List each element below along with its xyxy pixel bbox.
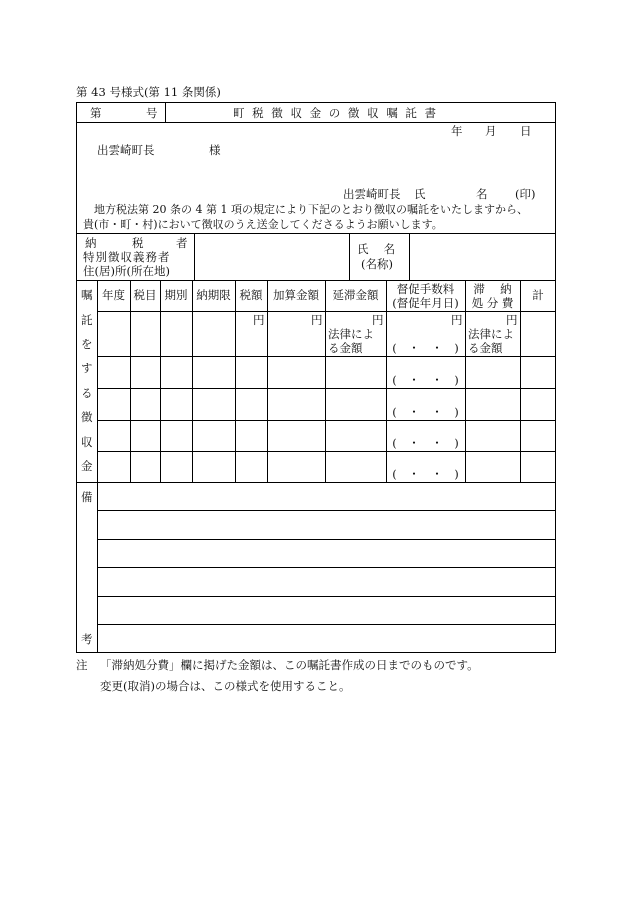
rule-row4 — [97, 451, 556, 452]
col-header-nokigen: 納期限 — [196, 288, 231, 302]
body-text-line2: 貴(市・町・村)において徴収のうえ送金してくださるようお願いします。 — [83, 218, 443, 231]
date-day: 日 — [520, 124, 532, 138]
rule-taxpayer-name-left — [349, 233, 350, 280]
side-label-char: 金 — [81, 459, 93, 473]
yen-unit-tokusoku: 円 — [451, 313, 463, 327]
col-header-tokusoku-date: (督促年月日) — [392, 296, 459, 310]
sender-title: 出雲崎町長 — [343, 187, 401, 201]
side-label-char: す — [81, 361, 93, 375]
form-title: 町 税 徴 収 金 の 徴 収 嘱 託 書 — [233, 106, 439, 120]
header-gou: 号 — [146, 106, 158, 120]
rule-remarks-5 — [97, 624, 556, 625]
sender-shi: 氏 — [414, 187, 426, 201]
taxpayer-label-1b: 税 — [132, 236, 144, 250]
addressee-name: 出雲崎町長 — [97, 143, 155, 157]
header-dai: 第 — [90, 106, 102, 120]
rule-col-5 — [267, 280, 268, 482]
seal-mark: (印) — [515, 187, 536, 201]
remarks-label-top: 備 — [81, 490, 93, 504]
rule-remarks-2 — [97, 539, 556, 540]
form-number-label: 第 43 号様式(第 11 条関係) — [76, 85, 221, 99]
rule-table-bottom — [76, 482, 556, 483]
col-header-nendo: 年度 — [102, 288, 125, 302]
tokusoku-date-row4: ( ・ ・ ) — [392, 436, 459, 450]
col-header-zeigaku: 税額 — [239, 288, 263, 302]
rule-col-6 — [325, 280, 326, 482]
note-line1: 「滞納処分費」欄に掲げた金額は、この嘱託書作成の日までのものです。 — [100, 658, 479, 672]
side-label-char: 託 — [81, 313, 93, 327]
yen-unit-zeigaku: 円 — [253, 313, 265, 327]
side-label-char: 徴 — [81, 410, 93, 424]
form-frame — [76, 102, 556, 653]
date-month: 月 — [485, 124, 497, 138]
law-note-tainou-2: る金額 — [468, 341, 503, 355]
col-header-tainou: 滞 納 — [473, 282, 512, 296]
law-note-entai-1: 法律によ — [328, 327, 374, 341]
sender-mei: 名 — [476, 187, 488, 201]
side-label-char: 嘱 — [81, 288, 93, 302]
rule-row1 — [97, 356, 556, 357]
rule-remarks-4 — [97, 596, 556, 597]
rule-taxpayer-bottom — [76, 280, 556, 281]
rule-header-bottom — [76, 122, 556, 123]
col-header-tainou-sub: 処 分 費 — [471, 296, 514, 310]
side-label-char: 収 — [81, 435, 93, 449]
taxpayer-name-label: 氏 名 — [357, 242, 396, 256]
col-header-kibetsu: 期別 — [164, 288, 188, 302]
taxpayer-label-1a: 納 — [85, 236, 97, 250]
rule-header-divider — [165, 102, 166, 122]
tokusoku-date-row2: ( ・ ・ ) — [392, 373, 459, 387]
col-header-entai: 延滞金額 — [332, 288, 379, 302]
taxpayer-label-1c: 者 — [176, 236, 188, 250]
tokusoku-date-row1: ( ・ ・ ) — [392, 341, 459, 355]
side-label-char: る — [81, 386, 93, 400]
col-header-kasan: 加算金額 — [273, 288, 319, 302]
rule-col-4 — [235, 280, 236, 482]
addressee-sama: 様 — [209, 143, 221, 157]
law-note-tainou-1: 法律によ — [468, 327, 514, 341]
rule-side-label — [97, 280, 98, 653]
rule-col-8 — [465, 280, 466, 482]
taxpayer-name-sub: (名称) — [361, 257, 393, 271]
col-header-zeimoku: 税目 — [133, 288, 157, 302]
yen-unit-kasan: 円 — [311, 313, 323, 327]
rule-remarks-1 — [97, 510, 556, 511]
rule-col-9 — [520, 280, 521, 482]
remarks-label-bottom: 考 — [81, 632, 93, 646]
rule-colhead-bottom — [97, 311, 556, 312]
rule-body-bottom — [76, 233, 556, 234]
body-text-line1: 地方税法第 20 条の 4 第 1 項の規定により下記のとおり徴収の嘱託をいたしますから、 — [94, 203, 528, 216]
col-header-kei: 計 — [532, 288, 544, 302]
col-header-tokusoku: 督促手数料 — [396, 282, 455, 296]
tokusoku-date-row3: ( ・ ・ ) — [392, 405, 459, 419]
note-prefix: 注 — [76, 658, 88, 672]
date-year: 年 — [451, 124, 463, 138]
rule-col-2 — [160, 280, 161, 482]
rule-row3 — [97, 420, 556, 421]
rule-col-1 — [130, 280, 131, 482]
yen-unit-entai: 円 — [372, 313, 384, 327]
rule-taxpayer-name-right — [409, 233, 410, 280]
rule-remarks-3 — [97, 567, 556, 568]
tokusoku-date-row5: ( ・ ・ ) — [392, 467, 459, 481]
rule-col-3 — [192, 280, 193, 482]
taxpayer-label-2: 特別徴収義務者 — [83, 250, 171, 264]
rule-row2 — [97, 388, 556, 389]
taxpayer-label-3: 住(居)所(所在地) — [83, 264, 170, 278]
note-line2: 変更(取消)の場合は、この様式を使用すること。 — [100, 679, 351, 693]
side-label-char: を — [81, 337, 93, 351]
law-note-entai-2: る金額 — [328, 341, 363, 355]
yen-unit-tainou: 円 — [506, 313, 518, 327]
rule-taxpayer-label-divider — [194, 233, 195, 280]
